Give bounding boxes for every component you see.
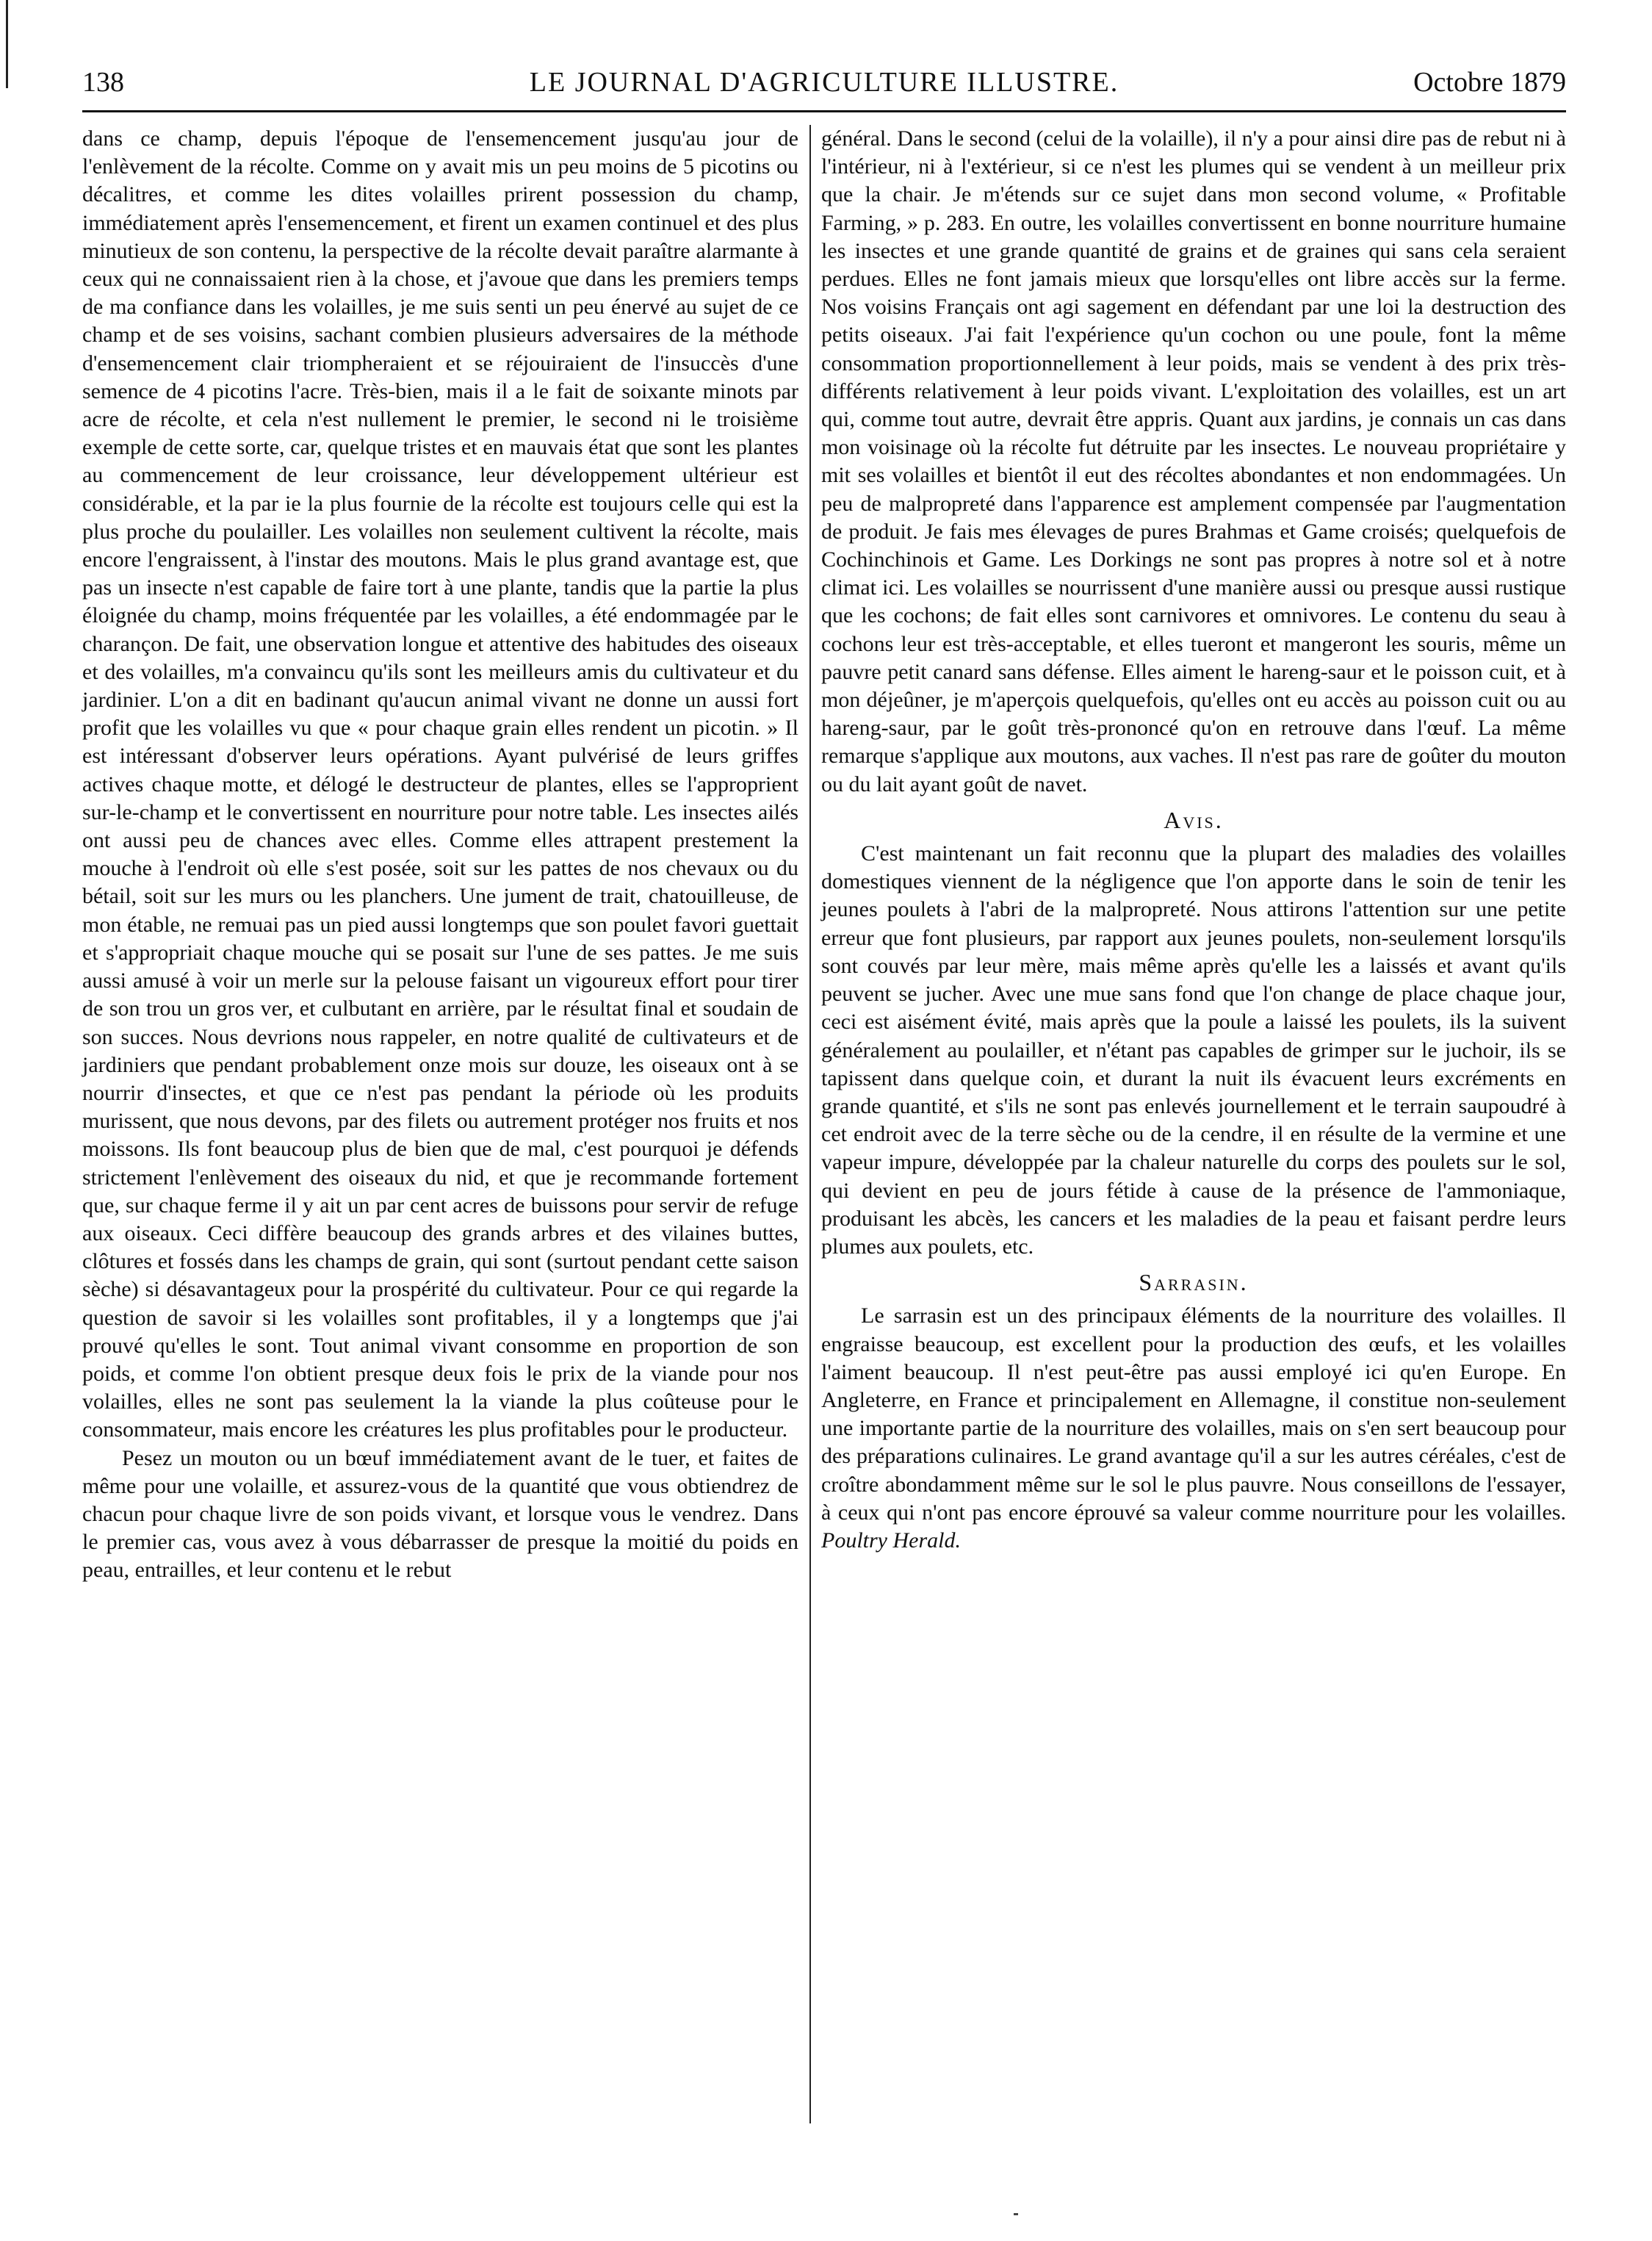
footer-mark: [1014, 2213, 1018, 2215]
left-paragraph-2: Pesez un mouton ou un bœuf immédiatement avant de le tuer, et faites de même pour une volaille, et assurez-vous de la quantité que vous obtiendrez de chacun pour chaque livre de son poids vivant, et lorsque vous le vendrez. Dans le premier cas, vous avez à vous débarrasser de presque la moitié du poids en peau, entrailles, et leur contenu et le rebut: [82, 1445, 798, 1583]
page-number: 138: [82, 67, 124, 98]
header-rule: [82, 110, 1566, 112]
left-paragraph-1: dans ce champ, depuis l'époque de l'ensemencement jusqu'au jour de l'enlèvement de la récolte. Comme on y avait mis un peu moins de 5 picotins ou décalitres, et comme les dites volailles prirent possession du champ, immédiatement après l'ensemencement, et firent un examen continuel et des plus minutieux de son contenu, la perspective de la récolte devait paraître alarmante à ceux qui ne connaissaient rien à la chose, et j'avoue que dans les premiers temps de ma confiance dans les volailles, je me suis senti un peu énervé au sujet de ce champ et de ses voisins, sachant combien plusieurs adversaires de la méthode d'ensemencement clair triompheraient et se réjouiraient de l'insuccès d'une semence de 4 picotins l'acre. Très-bien, mais il a le fait de soixante minots par acre de récolte, et cela n'est nullement le premier, le second ni le troisième exemple de cette sorte, car, quelque tristes et en mauvais état que sont les plantes au commencement de leur croissance, leur développement ultérieur est considérable, et la par ie la plus fournie de la récolte est toujours celle qui est la plus proche du poulailler. Les volailles non seulement cultivent la récolte, mais encore l'engraissent, à l'instar des moutons. Mais le plus grand avantage est, que pas un insecte n'est capable de faire tort à une plante, tandis que la partie la plus éloignée du champ, moins fréquentée par les volailles, a été endommagée par le charançon. De fait, une observation longue et attentive des habitudes des oiseaux et des volailles, m'a convaincu qu'ils sont les meilleurs amis du cultivateur et du jardinier. L'on a dit en badinant qu'aucun animal vivant ne donne un aussi fort profit que les volailles vu que « pour chaque grain elles rendent un picotin. » Il est intéressant d'observer leurs opérations. Ayant pulvérisé de leurs griffes actives chaque motte, et délogé le destructeur de plantes, elles se l'approprient sur-le-champ et le convertissent en nourriture pour notre table. Les insectes ailés ont aussi peu de chances avec elles. Comme elles attrapent prestement la mouche à l'endroit où elle s'est posée, soit sur les pattes de nos chevaux ou du bétail, soit sur les murs ou les planchers. Une jument de trait, chatouilleuse, de mon étable, ne remuai pas un pied aussi longtemps que son poulet favori guettait et s'appropriait chaque mouche qui se posait sur l'une de ses pattes. Je me suis aussi amusé à voir un merle sur la pelouse faisant un vigoureux effort pour tirer de son trou un gros ver, et culbutant en arrière, par le résultat final et soudain de son succes. Nous devrions nous rappeler, en notre qualité de cultivateurs et de jardiniers que pendant probablement onze mois sur douze, les oiseaux ont à se nourrir d'insectes, et que ce n'est pas pendant la période où les produits murissent, que nous devons, par des filets ou autrement protéger nos fruits et nos moissons. Ils font beaucoup plus de bien que de mal, c'est pourquoi je défends strictement l'enlèvement des oiseaux du nid, et que je recommande fortement que, sur chaque ferme il y ait un par cent acres de buissons pour servir de refuge aux oiseaux. Ceci diffère beaucoup des grands arbres et des vilaines buttes, clôtures et fossés dans les champs de grain, qui sont (surtout pendant cette saison sèche) si désavantageux pour la prospérité du cultivateur. Pour ce qui regarde la question de savoir si les volailles sont profitables, il y a longtemps que j'ai prouvé qu'elles le sont. Tout animal vivant consomme en proportion de son poids, et comme l'on obtient presque deux fois le prix de la viande pour nos volailles, elles ne sont pas seulement la la viande la plus coûteuse pour le consommateur, mais encore les créatures les plus profitables pour le producteur.: [82, 126, 798, 1442]
right-paragraph-avis: C'est maintenant un fait reconnu que la plupart des maladies des volailles domestiques viennent de la négligence que l'on apporte dans le soin de tenir les jeunes poulets à l'abri de la malpropreté. Nous attirons l'attention sur une petite erreur que font plusieurs, par rapport aux jeunes poulets, non-seulement lorsqu'ils sont couvés par leur mère, mais même après qu'elle les a laissés et avant qu'ils peuvent se jucher. Avec une mue sans fond que l'on change de place chaque jour, ceci est aisément évité, mais après que la poule a laissé les poulets, ils la suivent généralement au poulailler, et n'étant pas capables de grimper sur le juchoir, ils se tapissent dans quelque coin, et durant la nuit ils évacuent leurs excréments en grande quantité, et s'ils ne sont pas enlevés journellement et le terrain saupoudré à cet endroit avec de la terre sèche ou de la cendre, il en résulte de la vermine et une vapeur impure, développée par la chaleur naturelle du corps des poulets sur le sol, qui devient en peu de jours fétide à cause de la présence de l'ammoniaque, produisant les abcès, les cancers et les maladies de la peau et faisant perdre leurs plumes aux poulets, etc.: [821, 841, 1566, 1259]
right-paragraph-1: général. Dans le second (celui de la volaille), il n'y a pour ainsi dire pas de rebut ni à l'intérieur, ni à l'extérieur, si ce n'est les plumes qui se vendent à un meilleur prix que la chair. Je m'étends sur ce sujet dans mon second volume, « Profitable Farming, » p. 283. En outre, les volailles convertissent en bonne nourriture humaine les insectes et une grande quantité de grains et de graines qui sans cela seraient perdues. Elles ne font jamais mieux que lorsqu'elles ont libre accès sur la ferme. Nos voisins Français ont agi sagement en défendant par une loi la destruction des petits oiseaux. J'ai fait l'expérience qu'un cochon ou une poule, font la même consommation proportionnellement à leur poids, mais se vendent à des prix très-différents relativement à leur poids vivant. L'exploitation des volailles, est un art qui, comme tout autre, devrait être appris. Quant aux jardins, je connais un cas dans mon voisinage où la récolte fut détruite par les insectes. Le nouveau propriétaire y mit ses volailles et bientôt il eut des récoltes abondantes et non endommagées. Un peu de malpropreté dans l'apparence est amplement compensée par l'augmentation de produit. Je fais mes élevages de pures Brahmas et Game croisés; quelquefois de Cochinchinois et Game. Les Dorkings ne sont pas propres à notre sol et à notre climat ici. Les volailles se nourrissent d'une manière aussi ou presque aussi rustique que les cochons; de fait elles sont carnivores et omnivores. Le contenu du seau à cochons leur est très-acceptable, et elles tueront et mangeront les souris, même un pauvre petit canard sans défense. Elles aiment le hareng-saur et le poisson cuit, et à mon déjeûner, je m'aperçois quelquefois, qu'elles ont eu accès au poisson cuit ou au hareng-saur, par le goût très-prononcé qu'on en retrouve dans l'œuf. La même remarque s'applique aux moutons, aux vaches. Il n'est pas rare de goûter du mouton ou du lait ayant goût de navet.: [821, 126, 1566, 796]
issue-date: Octobre 1879: [1413, 67, 1566, 98]
left-column: [82, 125, 798, 2123]
page-header: [82, 60, 1566, 104]
right-column: [821, 125, 1566, 2123]
section-heading-sarrasin: Sarrasin.: [1139, 1269, 1249, 1296]
source-signature: Poultry Herald.: [821, 1528, 961, 1553]
binding-edge-rule: [6, 0, 8, 88]
column-divider: [809, 125, 811, 2123]
sarrasin-text: Le sarrasin est un des principaux éléments de la nourriture des volailles. Il engraisse beaucoup, est excellent pour la production des œufs, et les volailles l'aiment beaucoup. Il n'est peut-être pas aussi employé ici qu'en Europe. En Angleterre, en France et principalement en Allemagne, il constitue non-seulement une importante partie de la nourriture des volailles, mais on s'en sert beaucoup pour des préparations culinaires. Le grand avantage qu'il a sur les autres céréales, c'est de croître abondamment même sur le sol le plus pauvre. Nous conseillons de l'essayer, à ceux qui n'ont pas encore éprouvé sa valeur comme nourriture pour les volailles.: [821, 1303, 1566, 1525]
right-paragraph-sarrasin: [821, 1302, 1566, 1555]
section-heading-avis: Avis.: [1164, 806, 1224, 833]
journal-title: LE JOURNAL D'AGRICULTURE ILLUSTRE.: [529, 67, 1119, 98]
